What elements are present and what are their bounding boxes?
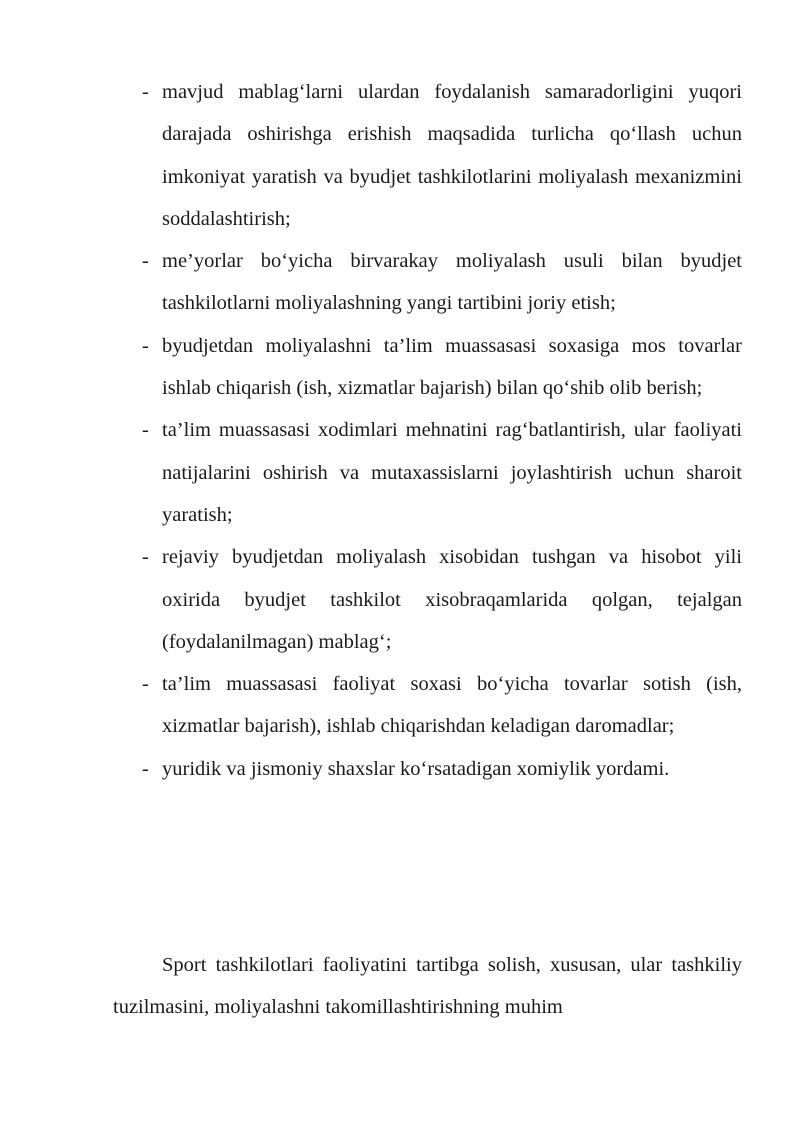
body-paragraph: Sport tashkilotlari faoliyatini tartibga solish, xususan, ular tashkiliy tuzilmasini, moliyalashni takomillashtirishning muhim bbox=[113, 954, 742, 1019]
list-item bbox=[0, 71, 800, 240]
list-item-text: yuridik va jismoniy shaxslar ko‘rsatadigan xomiylik yordami. bbox=[162, 757, 670, 780]
list-marker: - bbox=[142, 419, 149, 442]
list-item-text: ta’lim muassasasi faoliyat soxasi bo‘yicha tovarlar sotish (ish, xizmatlar bajarish), ishlab chiqarishdan keladigan daromadlar; bbox=[162, 673, 742, 738]
list-item-text: byudjetdan moliyalashni ta’lim muassasasi soxasiga mos tovarlar ishlab chiqarish (ish, xizmatlar bajarish) bilan qo‘shib olib berish; bbox=[162, 334, 742, 400]
list-marker: - bbox=[142, 757, 149, 780]
list-item bbox=[0, 748, 800, 790]
bullet-list bbox=[0, 71, 800, 790]
list-marker: - bbox=[142, 546, 149, 569]
list-item bbox=[0, 536, 800, 663]
list-marker: - bbox=[142, 81, 149, 103]
list-item-text: ta’lim muassasasi xodimlari mehnatini rag‘batlantirish, ular faoliyati natijalarini oshirish va mutaxassislarni joylashtirish uchun sharoit yaratish; bbox=[162, 419, 742, 526]
list-item bbox=[0, 663, 800, 748]
list-marker: - bbox=[142, 250, 149, 273]
list-item bbox=[0, 325, 800, 410]
list-item bbox=[0, 240, 800, 325]
list-item bbox=[0, 409, 800, 536]
list-item-text: mavjud mablag‘larni ulardan foydalanish samaradorligini yuqori darajada oshirishga erishish maqsadida turlicha qo‘llash uchun imkoniyat yaratish va byudjet tashkilotlarini moliyalash mexanizmini soddalashtirish; bbox=[162, 81, 742, 230]
list-item-text: me’yorlar bo‘yicha birvarakay moliyalash usuli bilan byudjet tashkilotlarni moliyalashning yangi tartibini joriy etish; bbox=[162, 250, 742, 315]
list-marker: - bbox=[142, 673, 149, 696]
list-marker: - bbox=[142, 334, 149, 357]
list-item-text: rejaviy byudjetdan moliyalash xisobidan tushgan va hisobot yili oxirida byudjet tashkilot xisobraqamlarida qolgan, tejalgan (foydalanilmagan) mablag‘; bbox=[162, 546, 742, 653]
